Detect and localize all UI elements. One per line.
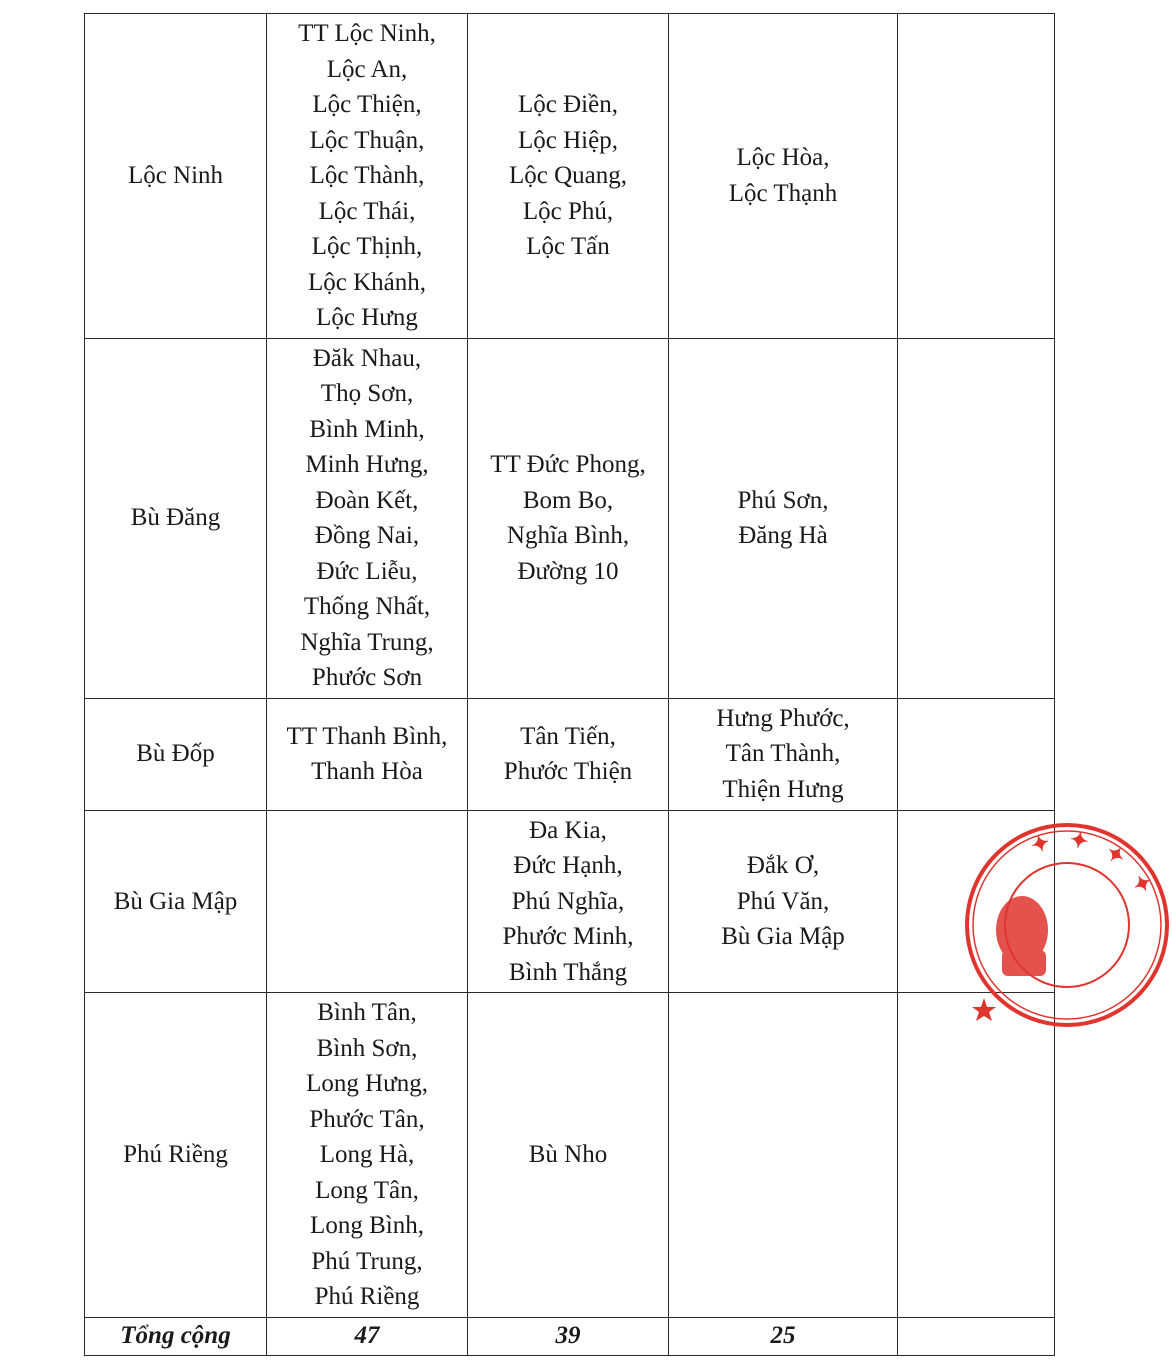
communes-cell [468,338,669,698]
commune-name: Đăng Hà [738,522,828,549]
commune-name: Long Tân, [315,1176,419,1204]
commune-name: TT Lộc Ninh, [298,20,436,47]
commune-name: Phước Thiện [503,758,633,785]
commune-name: Lộc Tấn [526,233,610,260]
empty-cell [898,338,1055,698]
svg-text:✦ ✦ ✦ ✦: ✦ ✦ ✦ ✦ [1028,826,1160,903]
commune-name: Lộc Thiện, [312,91,422,118]
commune-name: Tân Thành, [725,740,841,768]
commune-name: Phước Minh, [502,923,634,950]
district-cell: Phú Riềng [85,993,267,1318]
commune-name: TT Đức Phong, [490,451,646,478]
table-row [85,698,1055,810]
commune-name: Nghĩa Bình, [506,522,630,549]
communes-cell [267,810,468,993]
commune-name: Đắk Ơ, [746,852,820,879]
commune-name: Lộc Thịnh, [311,233,423,260]
commune-name: Lộc Thành, [309,162,425,189]
commune-name: Đường 10 [517,557,619,585]
commune-name: Nghĩa Trung, [300,628,434,656]
communes-cell [267,338,468,698]
commune-name: Phước Sơn [311,664,423,691]
commune-name: Lộc Hưng [316,304,418,331]
commune-name: Thanh Hòa [311,758,423,785]
commune-name: Đa Kia, [529,816,607,844]
commune-name: Lộc Hòa, [736,144,830,172]
commune-name: Minh Hưng, [305,451,429,478]
commune-name: Phước Tân, [309,1105,425,1133]
commune-name: Long Hưng, [306,1070,428,1097]
communes-cell [669,810,898,993]
commune-name: Đăk Nhau, [312,344,422,372]
communes-cell [267,993,468,1318]
total-label: Tổng cộng [85,1317,267,1355]
district-cell: Bù Đốp [85,698,267,810]
commune-name: Đoàn Kết, [315,486,419,514]
table-row [85,993,1055,1318]
commune-name: Phú Văn, [736,887,830,915]
commune-name: Lộc Phú, [522,197,614,225]
commune-name: TT Thanh Bình, [286,722,448,750]
communes-cell [267,14,468,339]
commune-name: Phú Sơn, [737,486,829,514]
communes-cell [669,14,898,339]
commune-name: Phú Trung, [311,1247,423,1275]
total-value: 25 [669,1317,898,1355]
district-cell: Lộc Ninh [85,14,267,339]
commune-name: Lộc Thạnh [728,179,838,207]
total-row [85,1317,1055,1355]
commune-name: Thiện Hưng [722,775,844,803]
commune-name: Long Bình, [310,1212,424,1239]
commune-name: Phú Nghĩa, [511,887,625,915]
commune-name: Thọ Sơn, [320,380,414,407]
commune-name: Đồng Nai, [314,522,420,549]
total-value: 39 [468,1317,669,1355]
commune-name: Đức Hạnh, [513,852,623,879]
commune-name: Tân Tiến, [520,722,616,750]
commune-name: Lộc An, [326,55,408,83]
commune-name: Bình Tân, [317,999,417,1026]
communes-cell [669,698,898,810]
commune-name: Thống Nhất, [303,593,431,620]
commune-name: Bình Minh, [309,415,425,443]
commune-name: Bình Thắng [508,958,628,986]
district-cell: Bù Đăng [85,338,267,698]
commune-name: Bom Bo, [522,486,614,514]
table-row [85,810,1055,993]
commune-name: Lộc Thái, [318,197,416,225]
commune-name: Lộc Điền, [518,91,618,118]
communes-cell [468,993,669,1318]
commune-name: Long Hà, [319,1141,415,1168]
communes-cell [468,14,669,339]
communes-cell [468,698,669,810]
commune-name: Bù Gia Mập [721,923,845,950]
commune-name: Lộc Khánh, [307,268,427,296]
table-row [85,338,1055,698]
commune-name: Đức Liễu, [316,557,418,585]
commune-table [84,13,1055,1356]
communes-cell [267,698,468,810]
commune-name: Lộc Quang, [508,162,628,189]
communes-cell [669,993,898,1318]
commune-name: Phú Riềng [314,1283,420,1310]
commune-name: Lộc Thuận, [309,126,425,154]
commune-name: Hưng Phước, [716,704,850,732]
commune-name: Lộc Hiệp, [518,126,618,154]
empty-cell [898,698,1055,810]
communes-cell [468,810,669,993]
total-value: 47 [267,1317,468,1355]
table-row [85,14,1055,339]
commune-name: Bình Sơn, [316,1034,418,1062]
district-cell: Bù Gia Mập [85,810,267,993]
official-seal-stamp [962,820,1160,1030]
commune-name: Bù Nho [528,1141,608,1168]
seal-icon [962,820,1172,1030]
total-value [898,1317,1055,1355]
empty-cell [898,14,1055,339]
communes-cell [669,338,898,698]
empty-cell [898,993,1055,1318]
